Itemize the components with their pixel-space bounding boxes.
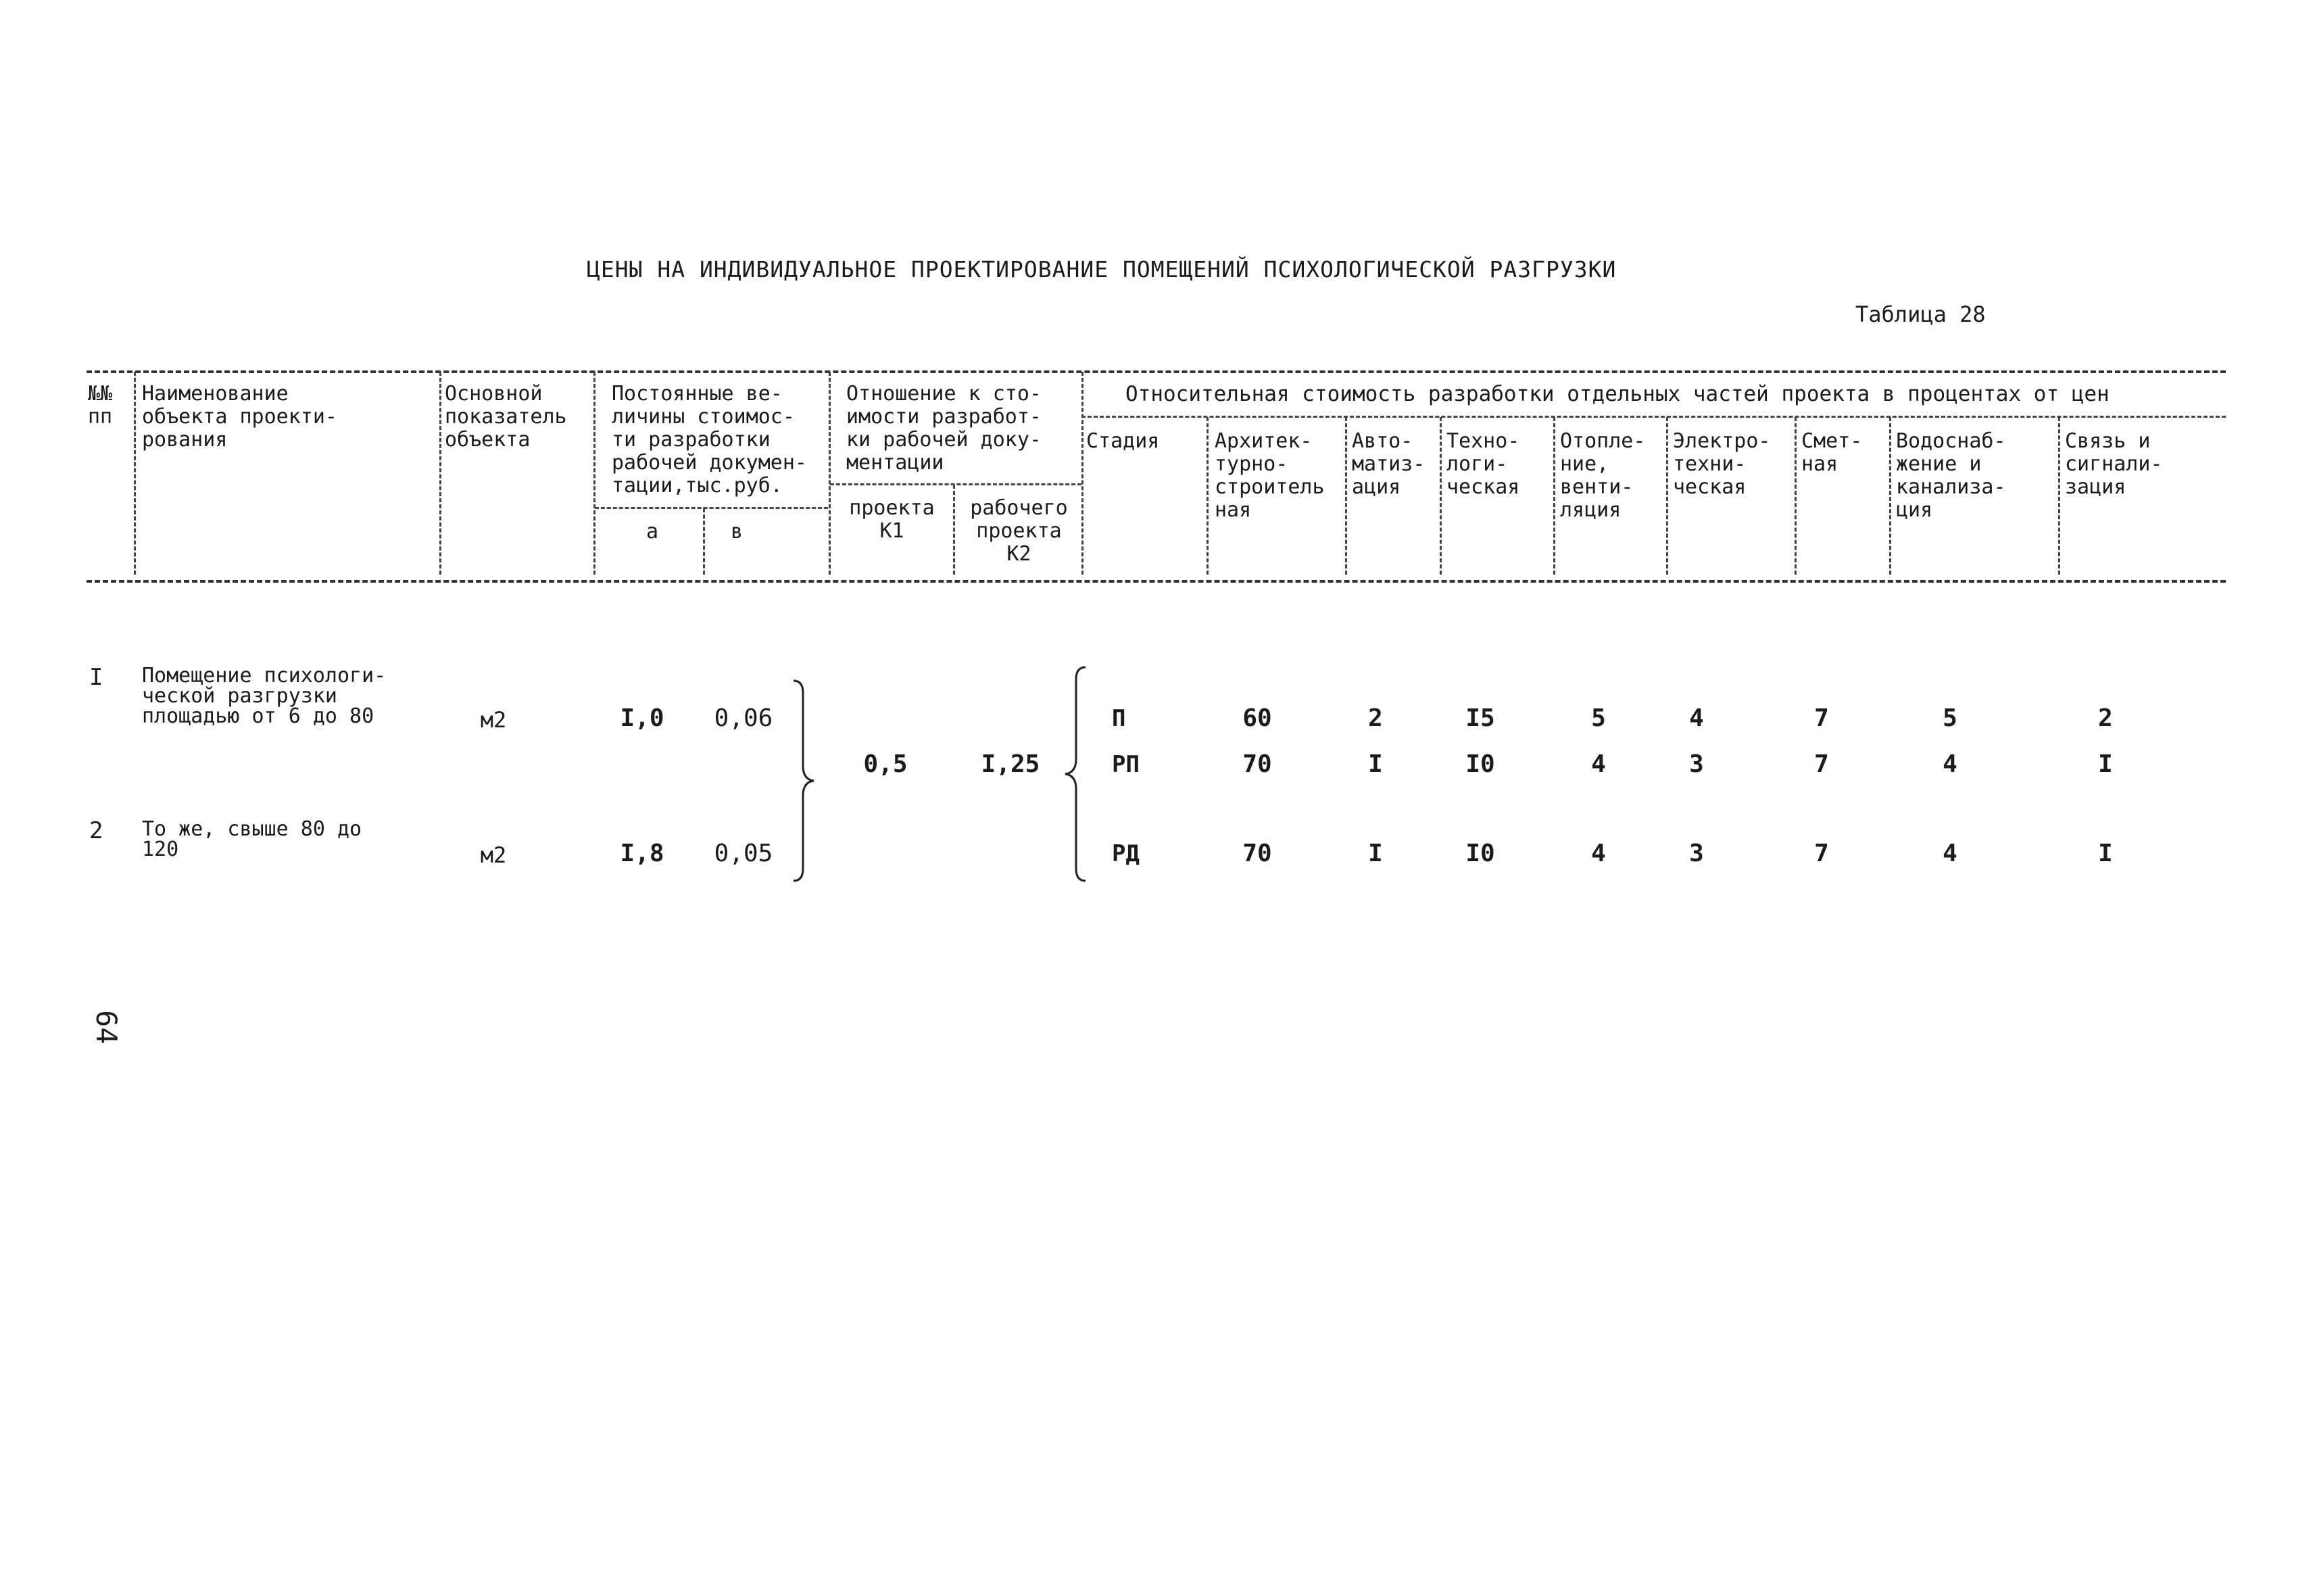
header-ratio-k2: рабочего проекта К2 [970,496,1068,566]
stage-p: П [1112,705,1126,732]
row-2-unit: м2 [480,842,507,868]
stage-p-water: 5 [1943,704,1957,732]
header-const-b: в [730,520,744,543]
stage-rp-auto: I [1368,750,1383,778]
col-sep-estimate [1889,417,1891,575]
header-stage: Стадия [1086,429,1160,453]
stage-rd-auto: I [1368,840,1383,867]
header-basic: Основной показатель объекта [445,382,567,452]
left-brace [1061,666,1088,882]
page-title: ЦЕНЫ НА ИНДИВИДУАЛЬНОЕ ПРОЕКТИРОВАНИЕ ПОМЕЩЕНИЙ ПСИХОЛОГИЧЕСКОЙ РАЗГРУЗКИ [587,256,1617,283]
stage-rd-tech: I0 [1465,840,1495,867]
header-tech: Техно- логи- ческая [1446,429,1520,499]
col-sep-1 [134,372,136,575]
stage-rp: РП [1112,751,1140,778]
stage-rp-water: 4 [1943,750,1957,778]
stage-p-arch: 60 [1242,704,1272,732]
stage-p-tech: I5 [1465,704,1495,732]
k2-value: I,25 [981,750,1040,778]
stage-rd-elec: 3 [1689,840,1704,867]
col-sep-3 [593,372,595,575]
col-sep-stage [1207,417,1209,575]
stage-rd: РД [1112,840,1140,867]
row-2-name: То же, свыше 80 до 120 [142,817,362,861]
col-sep-water [2058,417,2060,575]
stage-p-estimate: 7 [1814,704,1829,732]
col-sep-auto [1440,417,1442,575]
relative-subheader-rule [1081,416,2226,418]
stage-rd-water: 4 [1943,840,1957,867]
row-1-name: Помещение психологи- ческой разгрузки площадью от 6 до 80 [142,664,387,728]
k1-value: 0,5 [863,750,908,778]
header-comm: Связь и сигнали- зация [2065,429,2163,499]
col-sep-5 [1081,372,1083,575]
row-2-a: I,8 [620,840,664,867]
header-relative: Относительная стоимость разработки отдельных частей проекта в процентах от цен [1125,382,2110,406]
header-name: Наименование объекта проекти- рования [142,382,337,452]
row-1-a: I,0 [620,704,664,732]
col-sep-ab [703,508,705,575]
header-estimate: Смет- ная [1801,429,1863,476]
header-ratio: Отношение к сто- имости разработ- ки рабочей доку- ментации [846,382,1042,475]
header-water: Водоснаб- жение и канализа- ция [1896,429,2006,522]
row-1-num: I [89,664,103,691]
row-2-b: 0,05 [714,840,773,867]
stage-rd-heat: 4 [1591,840,1606,867]
stage-rd-comm: I [2098,840,2113,867]
header-ratio-k1: проекта К1 [849,496,935,543]
constant-subheader-rule [595,507,828,509]
header-auto: Авто- матиз- ация [1352,429,1425,499]
row-1-unit: м2 [480,707,507,733]
col-sep-k [953,485,955,575]
stage-rp-elec: 3 [1689,750,1704,778]
col-sep-arch [1345,417,1347,575]
right-brace [791,679,818,882]
header-arch: Архитек- турно- строитель ная [1215,429,1325,522]
header-heat: Отопле- ние, венти- ляция [1560,429,1646,522]
header-constant: Постоянные ве- личины стоимос- ти разработки рабочей докумен- тации,тыс.руб. [612,382,807,498]
stage-rd-estimate: 7 [1814,840,1829,867]
stage-p-heat: 5 [1591,704,1606,732]
table-number: Таблица 28 [1855,301,1986,327]
stage-rp-estimate: 7 [1814,750,1829,778]
col-sep-2 [439,372,441,575]
ratio-subheader-rule [830,483,1081,485]
stage-rp-tech: I0 [1465,750,1495,778]
stage-rp-heat: 4 [1591,750,1606,778]
table-top-rule [87,370,2226,373]
col-sep-heat [1666,417,1668,575]
header-const-a: а [645,520,659,543]
stage-p-comm: 2 [2098,704,2113,732]
stage-rd-arch: 70 [1242,840,1272,867]
stage-rp-comm: I [2098,750,2113,778]
stage-p-auto: 2 [1368,704,1383,732]
col-sep-elec [1795,417,1797,575]
header-elec: Электро- техни- ческая [1673,429,1771,499]
header-bottom-rule [87,580,2226,583]
row-2-num: 2 [89,817,103,844]
row-1-b: 0,06 [714,704,773,732]
col-sep-4 [829,372,831,575]
header-num: №№ пп [88,382,113,429]
stage-rp-arch: 70 [1242,750,1272,778]
col-sep-tech [1553,417,1555,575]
stage-p-elec: 4 [1689,704,1704,732]
page-number: 64 [89,1010,123,1044]
